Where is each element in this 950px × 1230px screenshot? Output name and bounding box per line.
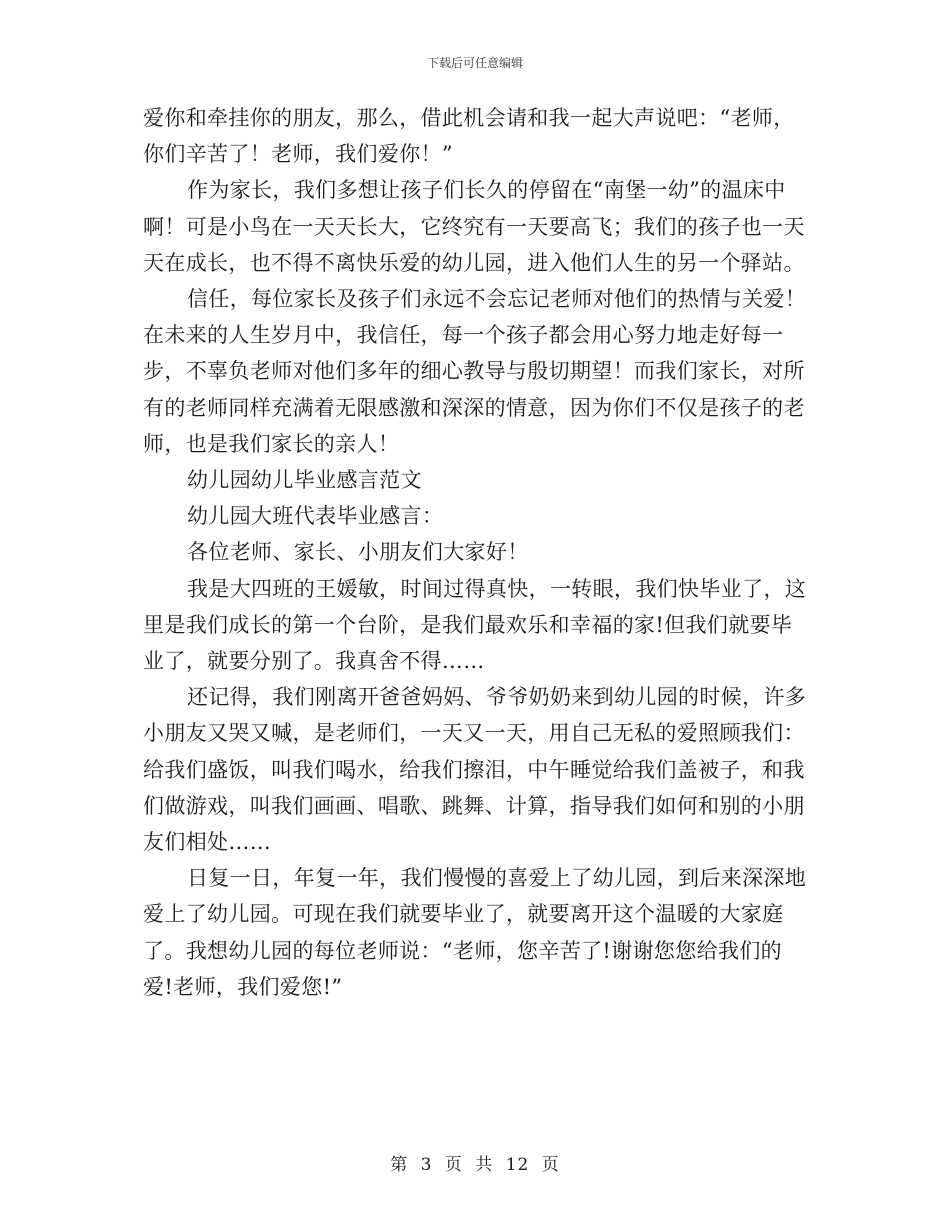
total-unit: 页 xyxy=(541,1155,560,1175)
section-title: 幼儿园幼儿毕业感言范文 xyxy=(187,468,422,493)
section-subtitle: 幼儿园大班代表毕业感言： xyxy=(187,504,444,529)
greeting: 各位老师、家长、小朋友们大家好！ xyxy=(187,540,529,565)
paragraph: 日复一日，年复一年，我们慢慢的喜爱上了幼儿园，到后来深深地爱上了幼儿园。可现在我们就要毕业了，就要离开这个温暖的大家庭了。我想幼儿园的每位老师说：“老师，您辛苦了!谢谢您您给我们的爱!老师，我们爱您!” xyxy=(143,866,807,999)
total-label: 共 xyxy=(475,1155,494,1175)
paragraph: 还记得，我们刚离开爸爸妈妈、爷爷奶奶来到幼儿园的时候，许多小朋友又哭又喊，是老师们，一天又一天，用自己无私的爱照顾我们：给我们盛饭，叫我们喝水，给我们擦泪，中午睡觉给我们盖被子，和我们做游戏，叫我们画画、唱歌、跳舞、计算，指导我们如何和别的小朋友们相处…… xyxy=(143,685,807,855)
page-footer xyxy=(0,1150,950,1175)
paragraph: 信任，每位家长及孩子们永远不会忘记老师对他们的热情与关爱！在未来的人生岁月中，我信任，每一个孩子都会用心努力地走好每一步，不辜负老师对他们多年的细心教导与殷切期望！而我们家长，对所有的老师同样充满着无限感激和深深的情意，因为你们不仅是孩子的老师，也是我们家长的亲人！ xyxy=(143,287,807,456)
page-label: 第 xyxy=(390,1155,409,1175)
paragraph: 爱你和牵挂你的朋友，那么，借此机会请和我一起大声说吧：“老师，你们辛苦了！老师，我们爱你！” xyxy=(143,106,795,167)
paragraph: 我是大四班的王媛敏，时间过得真快，一转眼，我们快毕业了，这里是我们成长的第一个台阶，是我们最欢乐和幸福的家!但我们就要毕业了，就要分别了。我真舍不得…… xyxy=(143,576,807,674)
page-unit: 页 xyxy=(444,1155,463,1175)
paragraph: 作为家长，我们多想让孩子们长久的停留在“南堡一幼”的温床中啊！可是小鸟在一天天长大，它终究有一天要高飞；我们的孩子也一天天在成长，也不得不离快乐爱的幼儿园，进入他们人生的另一个驿站。 xyxy=(143,178,805,275)
page-current: 3 xyxy=(420,1155,433,1175)
document-body xyxy=(143,100,807,1005)
page-header: 下载后可任意编辑 xyxy=(426,56,523,70)
page-total: 12 xyxy=(505,1155,530,1175)
